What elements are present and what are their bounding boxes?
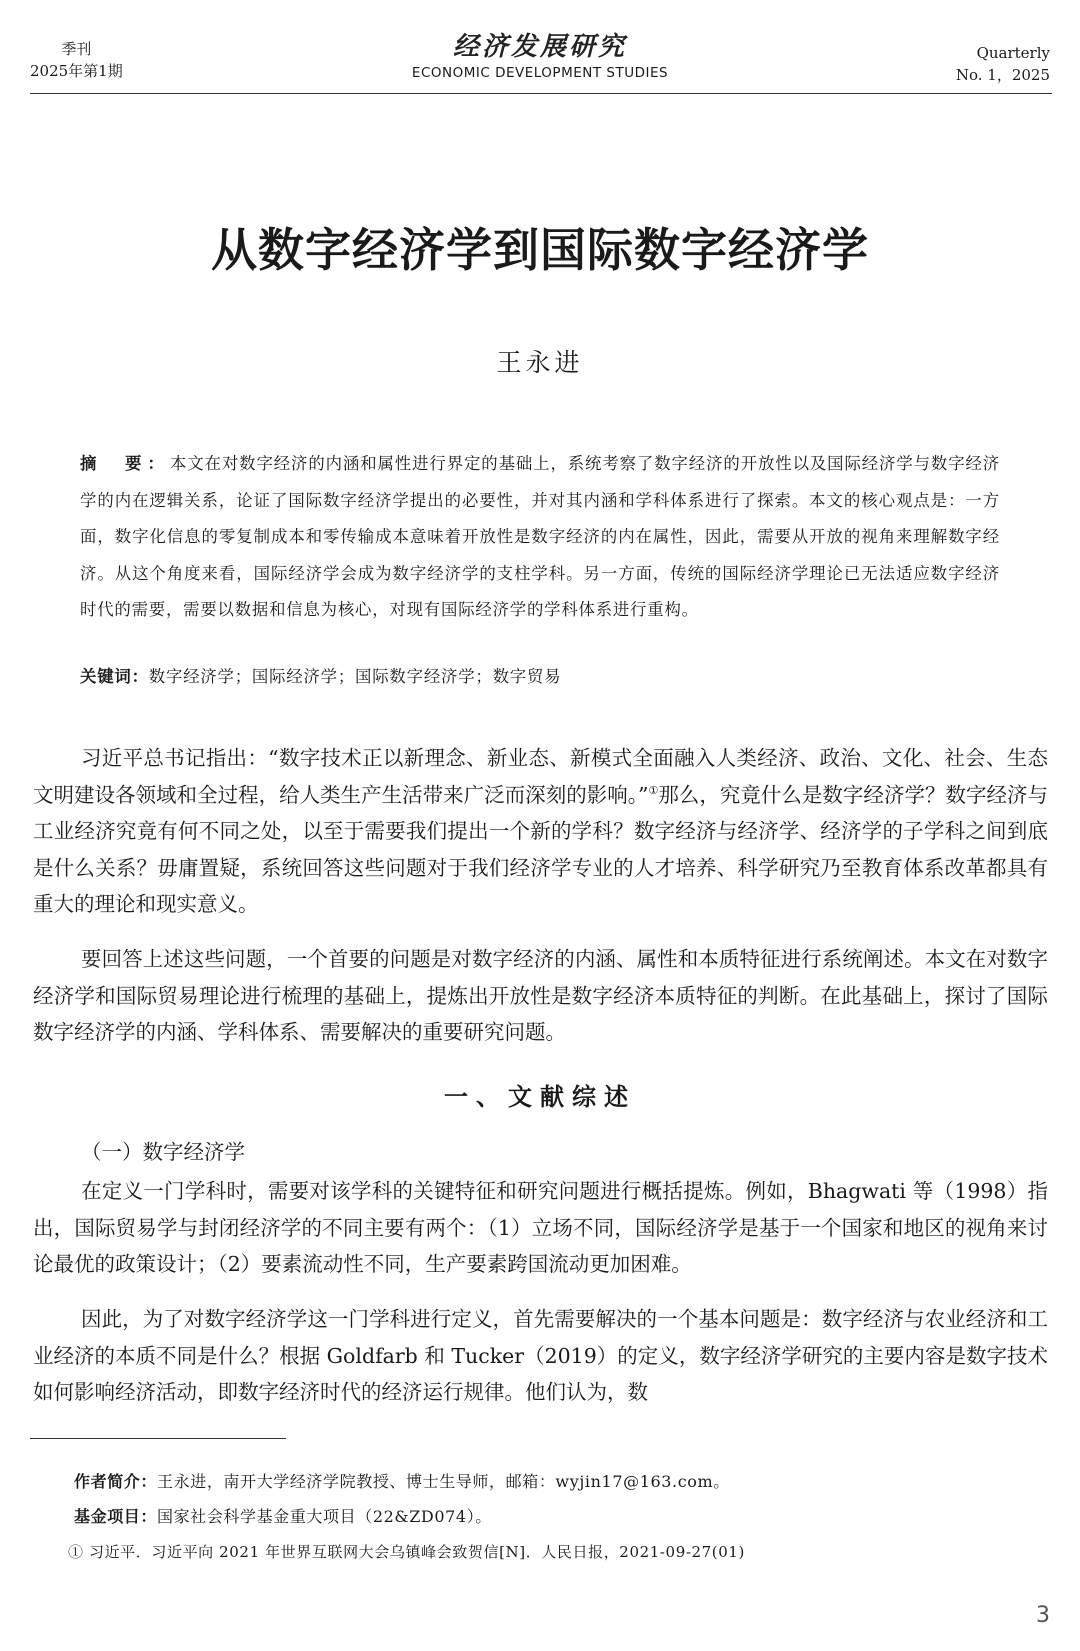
footnote-ref: ①	[648, 783, 659, 797]
article-author: 王永进	[496, 348, 584, 377]
header-frequency: 季刊	[61, 40, 92, 58]
article-title: 从数字经济学到国际数字经济学	[211, 223, 869, 277]
section-heading: 一、文献综述	[444, 1082, 636, 1111]
body-paragraph: 在定义一门学科时，需要对该学科的关键特征和研究问题进行概括提炼。例如，Bhagwati 等（1998）指出，国际贸易学与封闭经济学的不同主要有两个：（1）立场不同，国际经济学是基于一个国家和地区的视角来讨论最优的政策设计；（2）要素流动性不同，生产要素跨国流动更加困难。	[33, 1179, 1048, 1276]
header-issue-info	[30, 38, 123, 82]
keywords-label: 关键词：	[80, 667, 149, 686]
keywords-text: 数字经济学；国际经济学；国际数字经济学；数字贸易	[148, 667, 562, 686]
funding-text: 国家社会科学基金重大项目（22&ZD074）。	[157, 1507, 492, 1526]
header-frequency-en: Quarterly	[976, 44, 1050, 62]
header-issue-info-en	[956, 42, 1050, 86]
keywords	[80, 663, 1000, 687]
body-paragraph: 要回答上述这些问题，一个首要的问题是对数字经济的内涵、属性和本质特征进行系统阐述。本文在对数字经济学和国际贸易理论进行梳理的基础上，提炼出开放性是数字经济本质特征的判断。在此基础上，探讨了国际数字经济学的内涵、学科体系、需要解决的重要研究问题。	[33, 947, 1048, 1044]
abstract	[80, 446, 1000, 629]
body-paragraph: 因此，为了对数字经济学这一门学科进行定义，首先需要解决的一个基本问题是：数字经济与农业经济和工业经济的本质不同是什么？根据 Goldfarb 和 Tucker（2019）的定义，数字经济学研究的主要内容是数字技术如何影响经济活动，即数字经济时代的经济运行规律。他们认为，数	[33, 1307, 1048, 1404]
abstract-text: 本文在对数字经济的内涵和属性进行界定的基础上，系统考察了数字经济的开放性以及国际经济学与数字经济学的内在逻辑关系，论证了国际数字经济学提出的必要性，并对其内涵和学科体系进行了探索。本文的核心观点是：一方面，数字化信息的零复制成本和零传输成本意味着开放性是数字经济的内在属性，因此，需要从开放的视角来理解数字经济。从这个角度来看，国际经济学会成为数字经济学的支柱学科。另一方面，传统的国际经济学理论已无法适应数字经济时代的需要，需要以数据和信息为核心，对现有国际经济学的学科体系进行重构。	[80, 454, 1000, 619]
author-bio	[74, 1469, 1034, 1492]
abstract-label: 摘 要：	[80, 454, 170, 473]
header-issue: 2025年第1期	[30, 62, 123, 80]
author-bio-text: 王永进，南开大学经济学院教授、博士生导师，邮箱：wyjin17@163.com。	[157, 1472, 730, 1491]
journal-masthead	[340, 26, 740, 81]
journal-logo: 经济发展研究	[452, 32, 627, 62]
footnote-divider	[30, 1438, 286, 1439]
header-issue-en: No. 1，2025	[955, 66, 1050, 84]
paragraph-text: 那么，究竟什么是数字经济学？数字经济与工业经济究竟有何不同之处，以至于需要我们提出一个新的学科？数字经济与经济学、经济学的子学科之间到底是什么关系？毋庸置疑，系统回答这些问题对于我们经济学专业的人才培养、科学研究乃至教育体系改革都具有重大的理论和现实意义。	[33, 782, 1048, 916]
journal-english-name: ECONOMIC DEVELOPMENT STUDIES	[411, 65, 669, 81]
paragraph-text: 习近平总书记指出：“数字技术正以新理念、新业态、新模式全面融入人类经济、政治、文化、社会、生态文明建设各领域和全过程，给人类生产生活带来广泛而深刻的影响。”	[33, 746, 1048, 807]
body-paragraph	[33, 740, 1048, 923]
author-bio-label: 作者简介：	[74, 1472, 158, 1491]
page-number: 3	[1036, 1603, 1050, 1628]
funding-label: 基金项目：	[74, 1507, 158, 1526]
footnote-1: ① 习近平．习近平向 2021 年世界互联网大会乌镇峰会致贺信[N]．人民日报，2021-09-27(01)	[68, 1543, 745, 1561]
header-divider	[30, 93, 1052, 94]
subsection-heading: （一）数字经济学	[81, 1140, 245, 1164]
funding-note	[74, 1504, 1034, 1527]
